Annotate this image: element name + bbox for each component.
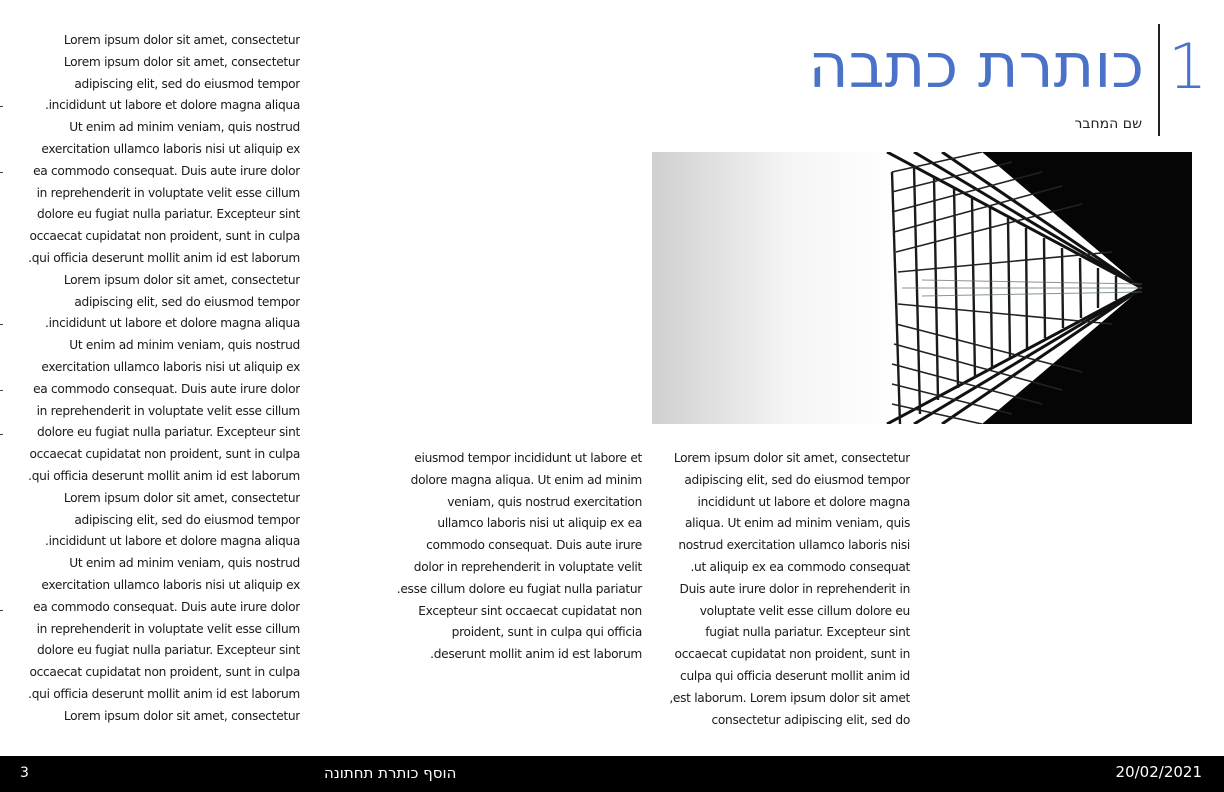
article-column-left: Lorem ipsum dolor sit amet, consectetur Lorem ipsum dolor sit amet, consectetur adipiscing elit, sed do eiusmod tempor incididunt ut labore et dolore magna aliqua. Ut enim ad minim veniam, quis nostrud exercitation ullamco laboris nisi ut aliquip ex ea commodo consequat. Duis aute irure dolor in reprehenderit in voluptate velit esse cillum dolore eu fugiat nulla pariatur. Excepteur sint occaecat cupidatat non proident, sunt in culpa qui officia deserunt mollit anim id est laborum. Lorem ipsum dolor sit amet, consectetur adipiscing elit, sed do eiusmod tempor incididunt ut labore et dolore magna aliqua. Ut enim ad minim veniam, quis nostrud exercitation ullamco laboris nisi ut aliquip ex ea commodo consequat. Duis aute irure dolor in reprehenderit in voluptate velit esse cillum dolore eu fugiat nulla pariatur. Excepteur sint occaecat cupidatat non proident, sunt in culpa qui officia deserunt mollit anim id est laborum. Lorem ipsum dolor sit amet, consectetur adipiscing elit, sed do eiusmod tempor incididunt ut labore et dolore magna aliqua. Ut enim ad minim veniam, quis nostrud exercitation ullamco laboris nisi ut aliquip ex ea commodo consequat. Duis aute irure dolor in reprehenderit in voluptate velit esse cillum dolore eu fugiat nulla pariatur. Excepteur sint occaecat cupidatat non proident, sunt in culpa qui officia deserunt mollit anim id est laborum. Lorem ipsum dolor sit amet, consectetur	[28, 33, 300, 723]
article-photo	[652, 152, 1192, 424]
page-footer	[0, 756, 1224, 792]
article-column-middle: eiusmod tempor incididunt ut labore et dolore magna aliqua. Ut enim ad minim veniam, quis nostrud exercitation ullamco laboris nisi ut aliquip ex ea commodo consequat. Duis aute irure dolor in reprehenderit in voluptate velit esse cillum dolore eu fugiat nulla pariatur. Excepteur sint occaecat cupidatat non proident, sunt in culpa qui officia deserunt mollit anim id est laborum.	[396, 451, 642, 662]
article-number: 1	[1168, 30, 1208, 103]
footer-date: 20/02/2021	[1115, 763, 1202, 781]
author-name: שם המחבר	[1074, 116, 1142, 132]
architecture-photo-icon	[652, 152, 1192, 424]
page-number: 3	[20, 765, 29, 781]
article-column-right: Lorem ipsum dolor sit amet, consectetur adipiscing elit, sed do eiusmod tempor incididunt ut labore et dolore magna aliqua. Ut enim ad minim veniam, quis nostrud exercitation ullamco laboris nisi ut aliquip ex ea commodo consequat. Duis aute irure dolor in reprehenderit in voluptate velit esse cillum dolore eu fugiat nulla pariatur. Excepteur sint occaecat cupidatat non proident, sunt in culpa qui officia deserunt mollit anim id est laborum. Lorem ipsum dolor sit amet, consectetur adipiscing elit, sed do	[669, 451, 910, 727]
header-divider	[1158, 24, 1160, 136]
footer-title: הוסף כותרת תחתונה	[324, 764, 457, 782]
article-title: כותרת כתבה	[808, 29, 1144, 102]
